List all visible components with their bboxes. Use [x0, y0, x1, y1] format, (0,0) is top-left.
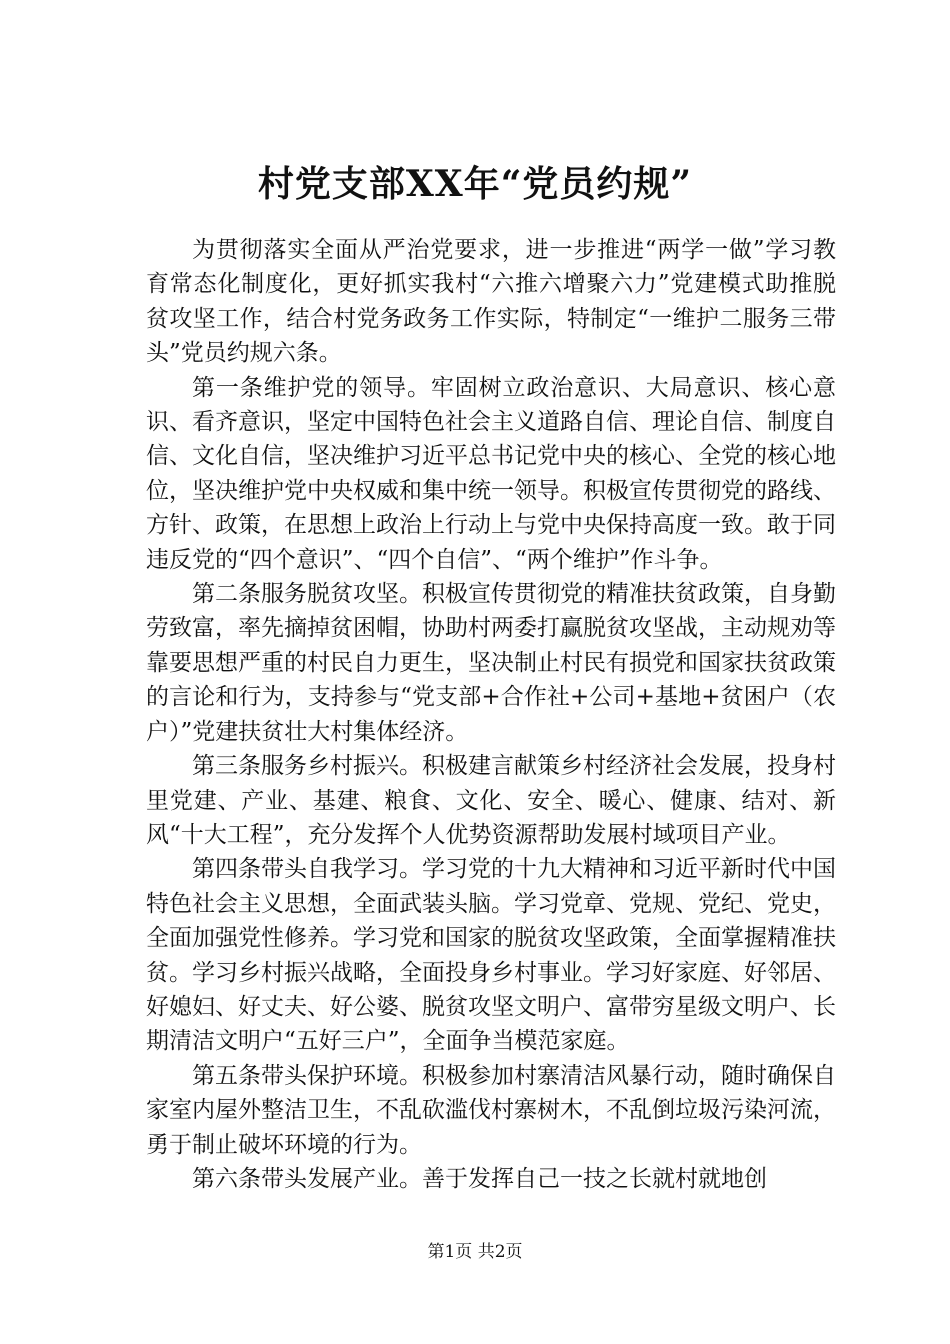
paragraph-article-4: 第四条带头自我学习。学习党的十九大精神和习近平新时代中国特色社会主义思想，全面武装头脑。学习党章、党规、党纪、党史，全面加强党性修养。学习党和国家的脱贫攻坚政策，全面掌握精准扶贫。学习乡村振兴战略，全面投身乡村事业。学习好家庭、好邻居、好媳妇、好丈夫、好公婆、脱贫攻坚文明户、富带穷星级文明户、长期清洁文明户“五好三户”，全面争当模范家庭。 — [146, 856, 836, 1055]
paragraph-article-2: 第二条服务脱贫攻坚。积极宣传贯彻党的精准扶贫政策，自身勤劳致富，率先摘掉贫困帽，协助村两委打赢脱贫攻坚战，主动规劝等靠要思想严重的村民自力更生，坚决制止村民有损党和国家扶贫政策的言论和行为，支持参与“党支部+合作社+公司+基地+贫困户（农户）”党建扶贫壮大村集体经济。 — [146, 581, 836, 745]
paragraph-article-3: 第三条服务乡村振兴。积极建言献策乡村经济社会发展，投身村里党建、产业、基建、粮食、文化、安全、暖心、健康、结对、新风“十大工程”，充分发挥个人优势资源帮助发展村域项目产业。 — [146, 753, 836, 848]
paragraph-article-6: 第六条带头发展产业。善于发挥自己一技之长就村就地创 — [192, 1165, 767, 1192]
paragraph-article-1: 第一条维护党的领导。牢固树立政治意识、大局意识、核心意识、看齐意识，坚定中国特色社会主义道路自信、理论自信、制度自信、文化自信，坚决维护习近平总书记党中央的核心、全党的核心地位，坚决维护党中央权威和集中统一领导。积极宣传贯彻党的路线、方针、政策，在思想上政治上行动上与党中央保持高度一致。敢于同违反党的“四个意识”、“四个自信”、“两个维护”作斗争。 — [146, 374, 836, 573]
paragraph-article-5: 第五条带头保护环境。积极参加村寨清洁风暴行动，随时确保自家室内屋外整洁卫生，不乱砍滥伐村寨树木，不乱倒垃圾污染河流，勇于制止破坏环境的行为。 — [146, 1062, 836, 1158]
paragraph-intro: 为贯彻落实全面从严治党要求，进一步推进“两学一做”学习教育常态化制度化，更好抓实我村“六推六增聚六力”党建模式助推脱贫攻坚工作，结合村党务政务工作实际，特制定“一维护二服务三带头”党员约规六条。 — [146, 237, 836, 367]
document-body — [146, 233, 836, 1196]
document-title: 村党支部XX年“党员约规” — [257, 163, 693, 205]
page-footer: 第1页 共2页 — [427, 1242, 523, 1262]
